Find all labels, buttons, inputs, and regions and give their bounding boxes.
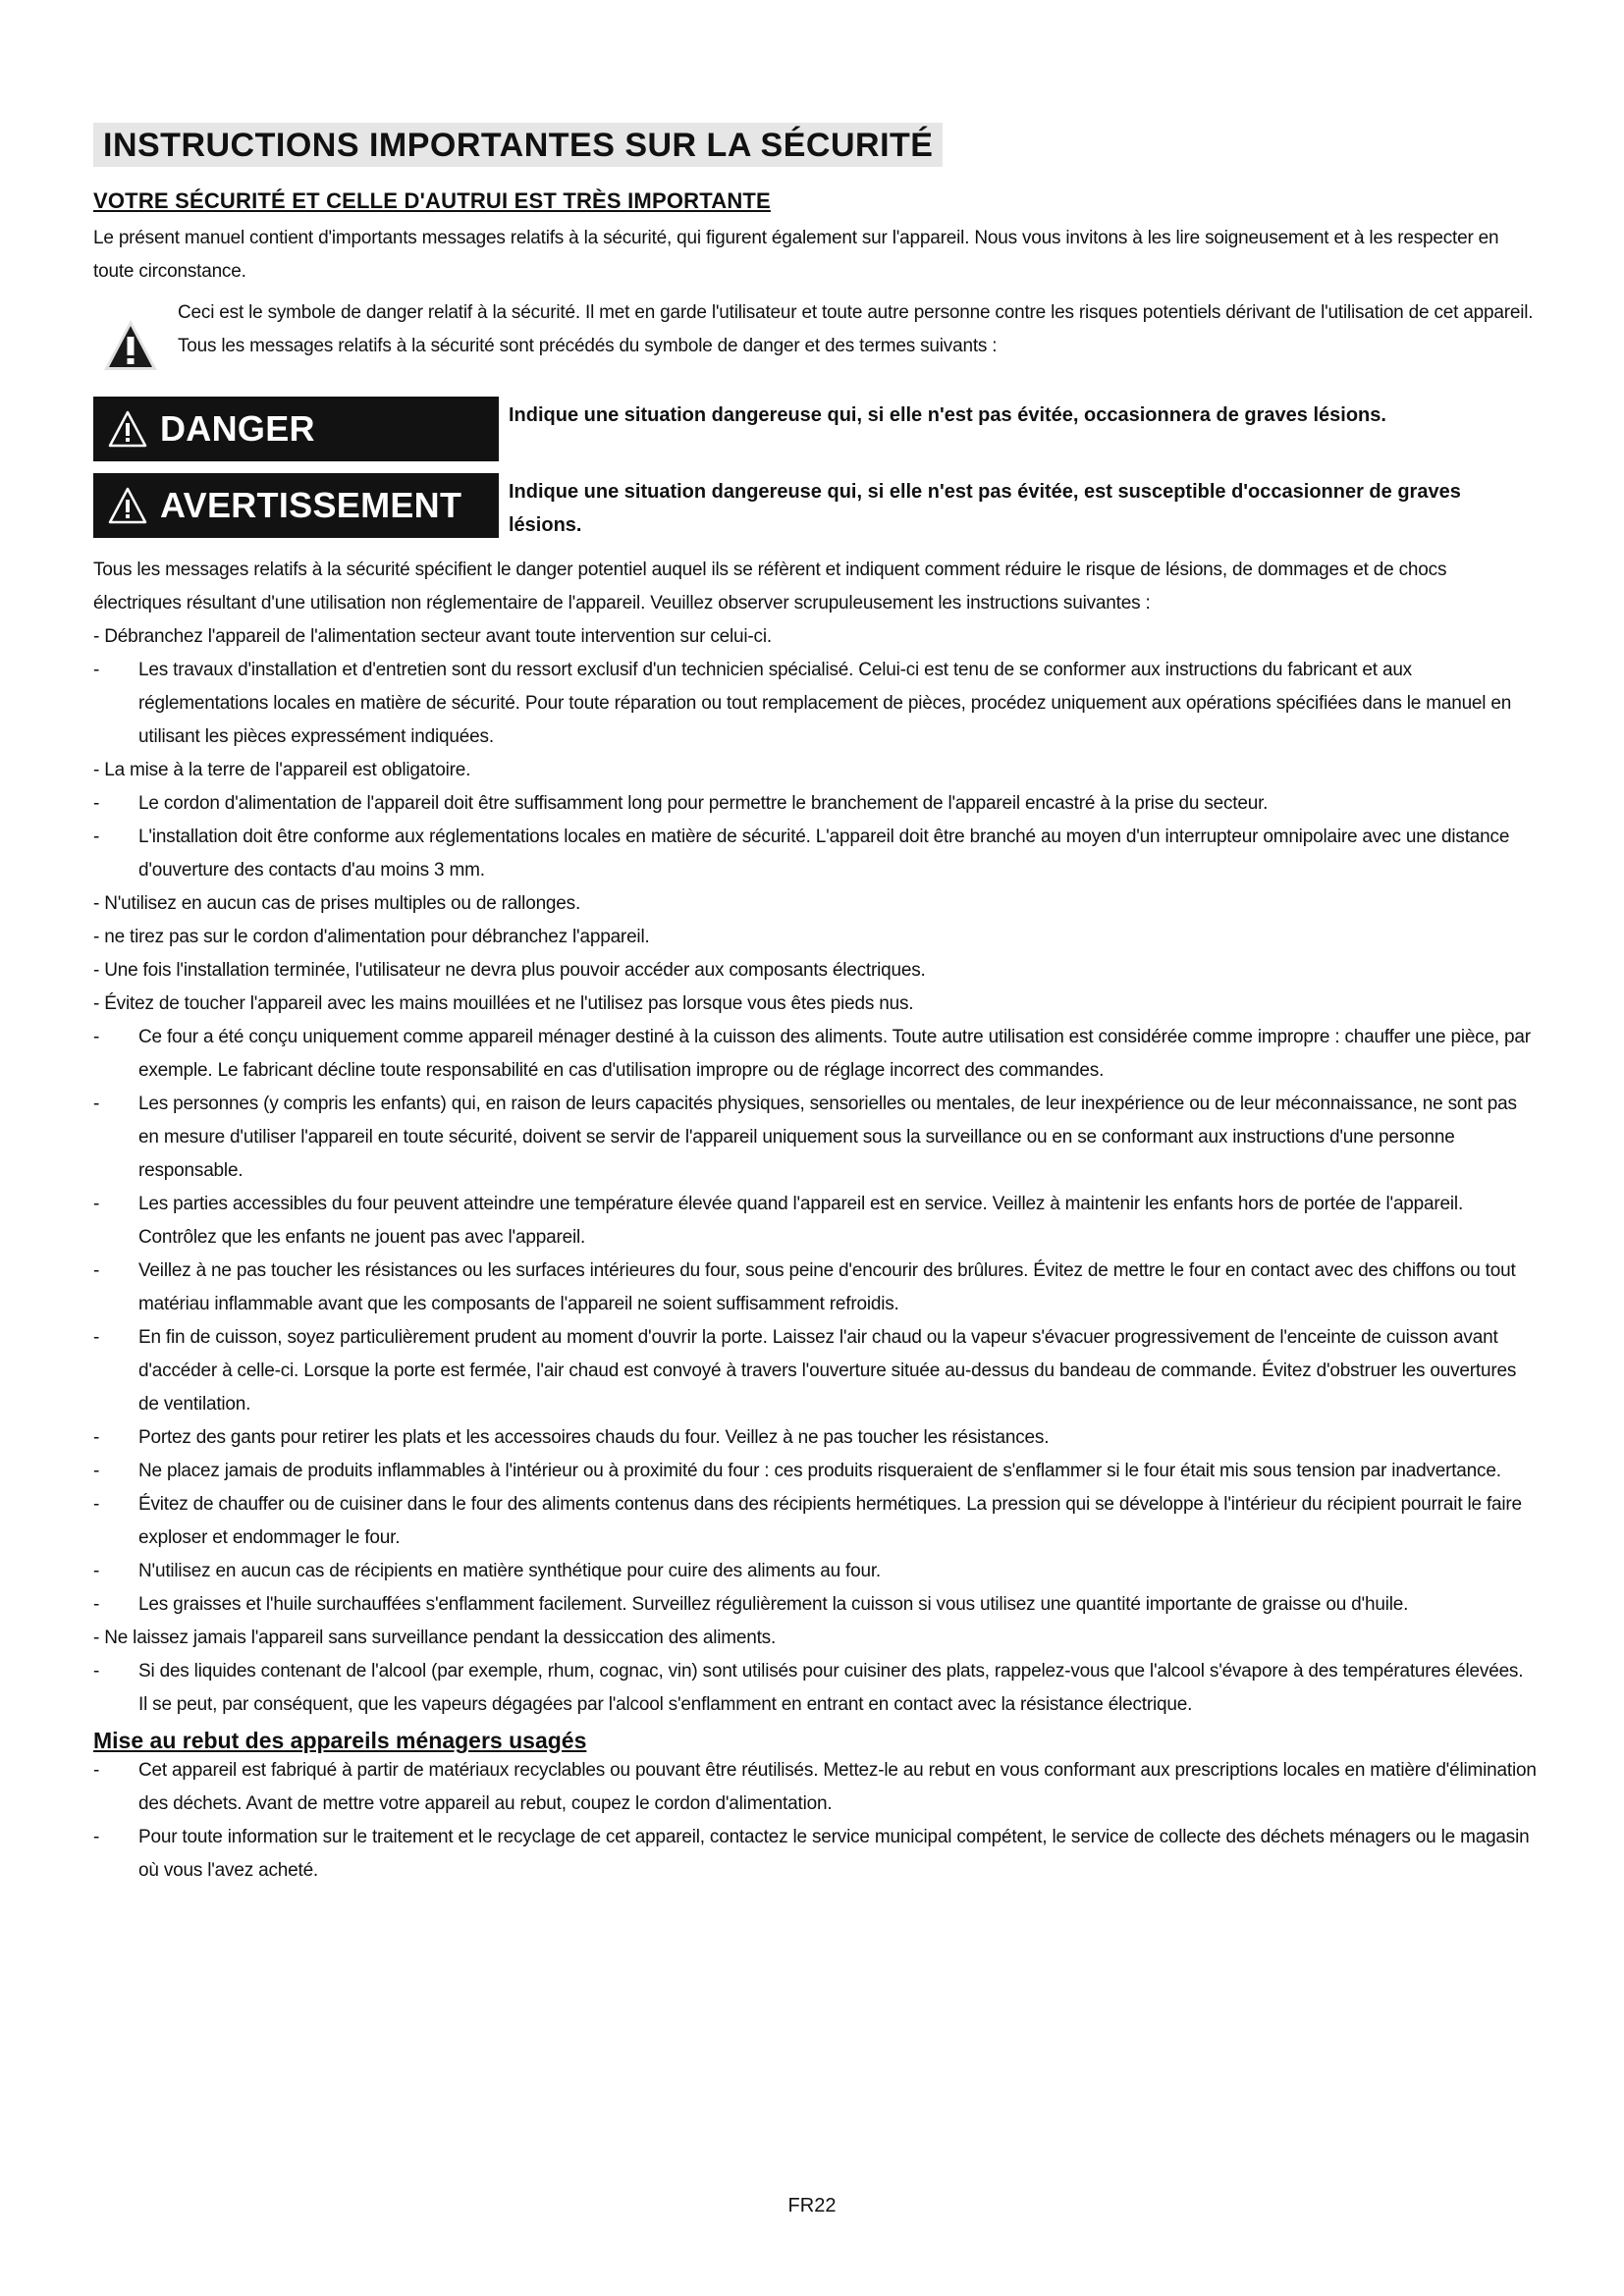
symbol-description: Ceci est le symbole de danger relatif à la sécurité. Il met en garde l'utilisateur et toute autre personne contre les risques potentiels dérivant de l'utilisation de cet appareil. bbox=[178, 302, 1534, 323]
bullet-dash: - bbox=[93, 827, 100, 847]
list-item-text: Ne placez jamais de produits inflammables à l'intérieur ou à proximité du four : ces produits risqueraient de s'enflammer si le four était mis sous tension par inadvertance. bbox=[138, 1461, 1501, 1481]
disposal-title: Mise au rebut des appareils ménagers usagés bbox=[93, 1728, 587, 1753]
disposal-list bbox=[93, 1754, 1537, 1888]
list-item-text: Cet appareil est fabriqué à partir de matériaux recyclables ou pouvant être réutilisés. Mettez-le au rebut en vous conformant aux prescriptions locales en matière d'élimination des déchets. Avant de mettre votre appareil au rebut, coupez le cordon d'alimentation. bbox=[138, 1760, 1537, 1814]
bullet-dash: - bbox=[93, 1760, 100, 1781]
bullet-dash: - bbox=[93, 660, 100, 680]
signal-danger-row bbox=[93, 397, 1537, 461]
warning-description: Indique une situation dangereuse qui, si elle n'est pas évitée, est susceptible d'occasionner de graves lésions. bbox=[509, 481, 1461, 536]
bullet-dash: - bbox=[93, 1194, 100, 1214]
list-item bbox=[93, 1321, 1537, 1421]
list-item-text: L'installation doit être conforme aux réglementations locales en matière de sécurité. L'appareil doit être branché au moyen d'un interrupteur omnipolaire avec une distance d'ouverture des contacts d'au moins 3 mm. bbox=[138, 827, 1510, 881]
list-item-text: Les parties accessibles du four peuvent atteindre une température élevée quand l'appareil est en service. Veillez à maintenir les enfants hors de portée de l'appareil. Contrôlez que les enfants ne jouent pas avec l'appareil. bbox=[138, 1194, 1464, 1248]
bullet-dash: - bbox=[93, 1594, 100, 1615]
list-item-text: Veillez à ne pas toucher les résistances ou les surfaces intérieures du four, sous peine d'encourir des brûlures. Évitez de mettre le four en contact avec des chiffons ou tout matériau inflammable avant que les composants de l'appareil ne soient suffisamment refroidis. bbox=[138, 1260, 1516, 1314]
bullet-dash: - bbox=[93, 1661, 100, 1682]
symbol-explanation bbox=[178, 296, 1533, 363]
list-item-text: Pour toute information sur le traitement et le recyclage de cet appareil, contactez le service municipal compétent, le service de collecte des déchets ménagers ou le magasin où vous l'avez acheté. bbox=[138, 1827, 1530, 1881]
list-item-text: Les graisses et l'huile surchauffées s'enflamment facilement. Surveillez régulièrement la cuisson si vous utilisez une quantité importante de graisse ou d'huile. bbox=[138, 1594, 1409, 1615]
list-item bbox=[93, 1088, 1537, 1188]
list-item: - Débranchez l'appareil de l'alimentation secteur avant toute intervention sur celui-ci. bbox=[93, 626, 772, 647]
bullet-dash: - bbox=[93, 1327, 100, 1348]
list-item bbox=[93, 1821, 1537, 1888]
manual-page bbox=[93, 123, 1537, 1888]
danger-label-box bbox=[93, 397, 499, 461]
list-item bbox=[93, 1754, 1537, 1821]
warning-label-box bbox=[93, 473, 499, 538]
list-item-text: En fin de cuisson, soyez particulièrement prudent au moment d'ouvrir la porte. Laissez l'air chaud ou la vapeur s'évacuer progressivement de l'enceinte de cuisson avant d'accéder à celle-ci. Lorsque la porte est fermée, l'air chaud est convoyé à travers l'ouverture située au-dessus du bandeau de commande. Évitez d'obstruer les ouvertures de ventilation. bbox=[138, 1327, 1517, 1415]
list-item bbox=[93, 1555, 1537, 1588]
bullet-dash: - bbox=[93, 1827, 100, 1847]
list-item bbox=[93, 1188, 1537, 1255]
list-item-text: Le cordon d'alimentation de l'appareil doit être suffisamment long pour permettre le branchement de l'appareil encastré à la prise du secteur. bbox=[138, 793, 1269, 814]
list-item-text: Ce four a été conçu uniquement comme appareil ménager destiné à la cuisson des aliments. Toute autre utilisation est considérée comme impropre : chauffer une pièce, par exemple. Le fabricant décline toute responsabilité en cas d'utilisation impropre ou de réglage incorrect des commandes. bbox=[138, 1027, 1531, 1081]
list-item bbox=[93, 1455, 1537, 1488]
safety-symbol-block bbox=[93, 296, 1537, 375]
list-item: - Ne laissez jamais l'appareil sans surveillance pendant la dessiccation des aliments. bbox=[93, 1628, 777, 1648]
list-item bbox=[93, 1255, 1537, 1321]
list-item: - La mise à la terre de l'appareil est obligatoire. bbox=[93, 760, 471, 780]
warning-label: AVERTISSEMENT bbox=[160, 485, 462, 525]
list-item-text: N'utilisez en aucun cas de récipients en matière synthétique pour cuire des aliments au four. bbox=[138, 1561, 882, 1581]
bullet-dash: - bbox=[93, 1561, 100, 1581]
list-item bbox=[93, 1421, 1537, 1455]
page-title: INSTRUCTIONS IMPORTANTES SUR LA SÉCURITÉ bbox=[93, 123, 943, 167]
list-item-text: Portez des gants pour retirer les plats et les accessoires chauds du four. Veillez à ne pas toucher les résistances. bbox=[138, 1427, 1050, 1448]
list-item bbox=[93, 787, 1537, 821]
list-item bbox=[93, 654, 1537, 754]
list-item: - ne tirez pas sur le cordon d'alimentation pour débranchez l'appareil. bbox=[93, 927, 650, 947]
warning-triangle-icon bbox=[107, 486, 148, 525]
bullet-dash: - bbox=[93, 1494, 100, 1515]
danger-label: DANGER bbox=[160, 408, 315, 449]
danger-description: Indique une situation dangereuse qui, si elle n'est pas évitée, occasionnera de graves lésions. bbox=[509, 404, 1386, 426]
warning-triangle-icon bbox=[107, 409, 148, 449]
bullet-dash: - bbox=[93, 1094, 100, 1114]
bullet-dash: - bbox=[93, 1260, 100, 1281]
list-item: - N'utilisez en aucun cas de prises multiples ou de rallonges. bbox=[93, 893, 581, 914]
bullet-dash: - bbox=[93, 1427, 100, 1448]
list-item-text: Les personnes (y compris les enfants) qui, en raison de leurs capacités physiques, sensorielles ou mentales, de leur inexpérience ou de leur méconnaissance, ne sont pas en mesure d'utiliser l'appareil en toute sécurité, doivent se servir de l'appareil uniquement sous la surveillance ou en se conformant aux instructions d'une personne responsable. bbox=[138, 1094, 1517, 1181]
warning-triangle-icon bbox=[101, 316, 160, 375]
instructions-list bbox=[93, 620, 1537, 1722]
list-item bbox=[93, 1655, 1537, 1722]
messages-intro: Tous les messages relatifs à la sécurité spécifient le danger potentiel auquel ils se réfèrent et indiquent comment réduire le risque de lésions, de dommages et de chocs électriques résultant d'une utilisation non réglementaire de l'appareil. Veuillez observer scrupuleusement les instructions suivantes : bbox=[93, 560, 1447, 614]
list-item bbox=[93, 821, 1537, 887]
list-item-text: Les travaux d'installation et d'entretien sont du ressort exclusif d'un technicien spécialisé. Celui-ci est tenu de se conformer aux instructions du fabricant et aux réglementations locales en matière de sécurité. Pour toute réparation ou tout remplacement de pièces, procédez uniquement aux opérations spécifiées dans le manuel en utilisant les pièces expressément indiquées. bbox=[138, 660, 1512, 747]
signal-warning-row bbox=[93, 473, 1537, 542]
symbol-terms-note: Tous les messages relatifs à la sécurité sont précédés du symbole de danger et des termes suivants : bbox=[178, 336, 998, 356]
page-number: FR22 bbox=[787, 2195, 837, 2216]
bullet-dash: - bbox=[93, 1461, 100, 1481]
intro-paragraph: Le présent manuel contient d'importants messages relatifs à la sécurité, qui figurent également sur l'appareil. Nous vous invitons à les lire soigneusement et à les respecter en toute circonstance. bbox=[93, 228, 1499, 282]
list-item-text: Évitez de chauffer ou de cuisiner dans le four des aliments contenus dans des récipients hermétiques. La pression qui se développe à l'intérieur du récipient pourrait le faire exploser et endommager le four. bbox=[138, 1494, 1522, 1548]
section-title: VOTRE SÉCURITÉ ET CELLE D'AUTRUI EST TRÈS IMPORTANTE bbox=[93, 188, 771, 213]
list-item bbox=[93, 1488, 1537, 1555]
bullet-dash: - bbox=[93, 1027, 100, 1047]
list-item: - Une fois l'installation terminée, l'utilisateur ne devra plus pouvoir accéder aux composants électriques. bbox=[93, 960, 926, 981]
list-item bbox=[93, 1588, 1537, 1622]
list-item bbox=[93, 1021, 1537, 1088]
list-item: - Évitez de toucher l'appareil avec les mains mouillées et ne l'utilisez pas lorsque vous êtes pieds nus. bbox=[93, 993, 914, 1014]
bullet-dash: - bbox=[93, 793, 100, 814]
list-item-text: Si des liquides contenant de l'alcool (par exemple, rhum, cognac, vin) sont utilisés pour cuisiner des plats, rappelez-vous que l'alcool s'évapore à des températures élevées. Il se peut, par conséquent, que les vapeurs dégagées par l'alcool s'enflamment en entrant en contact avec la résistance électrique. bbox=[138, 1661, 1524, 1715]
